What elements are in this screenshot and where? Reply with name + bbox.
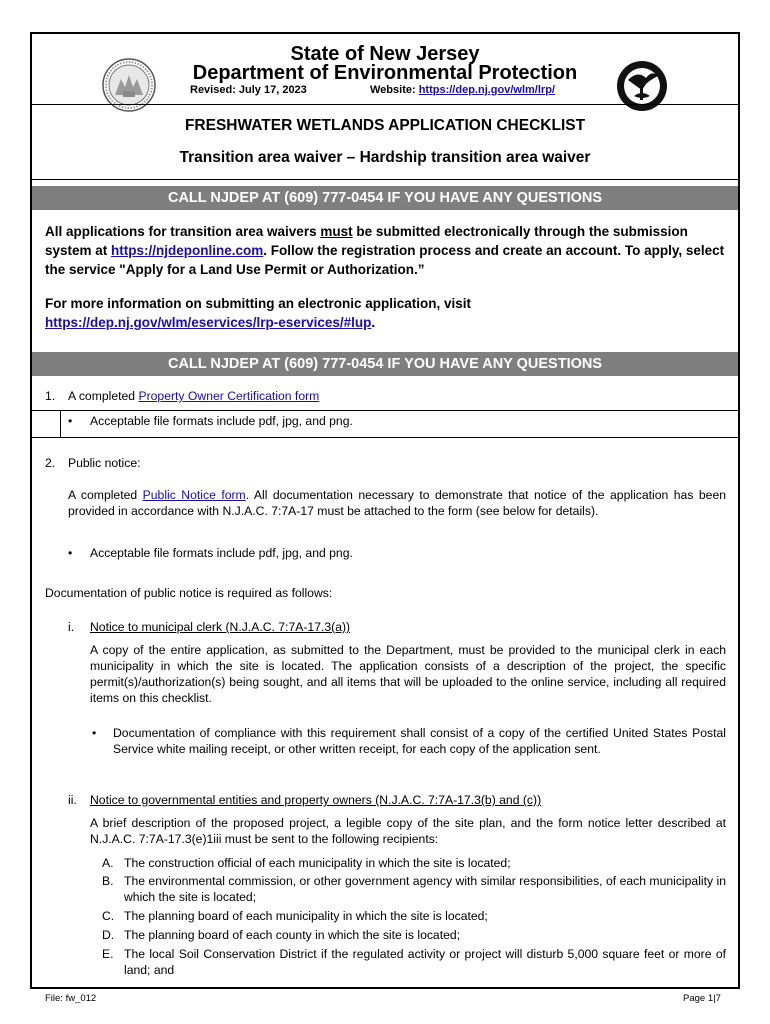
sub-ii-number: ii. bbox=[68, 793, 77, 807]
call-banner-checklist: CALL NJDEP AT (609) 777-0454 IF YOU HAVE ANY QUESTIONS bbox=[32, 352, 738, 376]
sub-i-bullet: Documentation of compliance with this requirement shall consist of a copy of the certified United States Postal Service white mailing receipt, or other written receipt, for each copy of the application sent. bbox=[113, 726, 726, 756]
item2-bullet: Acceptable file formats include pdf, jpg, and png. bbox=[90, 546, 353, 560]
state-title: State of New Jersey bbox=[290, 43, 480, 65]
website-label: Website: bbox=[370, 84, 416, 96]
header-divider bbox=[32, 104, 738, 105]
recipient-item: The planning board of each municipality in which the site is located; bbox=[124, 909, 488, 923]
website-line bbox=[370, 84, 555, 96]
recipient-letter: C. bbox=[102, 909, 115, 923]
sub-ii-heading: Notice to governmental entities and property owners (N.J.A.C. 7:7A-17.3(b) and (c)) bbox=[90, 793, 542, 807]
item1-bullet-dot: • bbox=[68, 414, 73, 428]
recipient-letter: B. bbox=[102, 874, 114, 888]
recipient-letter: A. bbox=[102, 856, 114, 870]
website-link[interactable]: https://dep.nj.gov/wlm/lrp/ bbox=[418, 84, 555, 96]
info-paragraph: For more information on submitting an electronic application, visit https://dep.nj.gov/wlm/eservices/lrp-eservices/#lup. bbox=[45, 296, 472, 330]
item2-label: Public notice: bbox=[68, 456, 141, 470]
must-emphasis: must bbox=[320, 224, 353, 239]
department-title: Department of Environmental Protection bbox=[192, 62, 578, 84]
sub-i-number: i. bbox=[68, 620, 75, 634]
recipient-letter: E. bbox=[102, 947, 114, 961]
owner-certification-link[interactable]: Property Owner Certification form bbox=[138, 389, 320, 403]
recipient-letter: D. bbox=[102, 928, 115, 942]
item2-bullet-dot: • bbox=[68, 546, 73, 560]
item2-number: 2. bbox=[45, 456, 56, 470]
form-subtitle: Transition area waiver – Hardship transition area waiver bbox=[179, 149, 591, 166]
recipient-item: The environmental commission, or other government agency with similar responsibilities, of each municipality in which the site is located; bbox=[124, 874, 726, 904]
item2-paragraph: A completed Public Notice form. All documentation necessary to demonstrate that notice of the application has been provided in accordance with N.J.A.C. 7:7A-17 must be attached to the form (see below for details). bbox=[68, 488, 726, 518]
njdeponline-link[interactable]: https://njdeponline.com bbox=[111, 243, 264, 258]
public-notice-link[interactable]: Public Notice form bbox=[142, 488, 246, 502]
footer-page: Page 1|7 bbox=[683, 993, 721, 1004]
item1-box-bottom bbox=[32, 437, 738, 438]
sub-i-heading: Notice to municipal clerk (N.J.A.C. 7:7A-17.3(a)) bbox=[90, 620, 351, 634]
sub-i-bullet-dot: • bbox=[92, 726, 97, 740]
sub-ii-paragraph: A brief description of the proposed project, a legible copy of the site plan, and the form notice letter described at N.J.A.C. 7:7A-17.3(e)1iii must be sent to the following recipients: bbox=[90, 816, 726, 846]
intro-paragraph: All applications for transition area waivers must be submitted electronically through the submission system at https://njdeponline.com. Follow the registration process and create an account. To apply, select the service "Apply for a Land Use Permit or Authorization.” bbox=[45, 224, 725, 277]
revised-date: Revised: July 17, 2023 bbox=[190, 84, 307, 96]
recipient-item: The planning board of each county in which the site is located; bbox=[124, 928, 461, 942]
recipient-item: The construction official of each municipality in which the site is located; bbox=[124, 856, 511, 870]
call-banner-top: CALL NJDEP AT (609) 777-0454 IF YOU HAVE ANY QUESTIONS bbox=[32, 186, 738, 210]
recipient-item: The local Soil Conservation District if the regulated activity or project will disturb 5,000 square feet or more of land; and bbox=[124, 947, 726, 977]
item1-text: A completed Property Owner Certification form bbox=[68, 389, 320, 403]
form-title: FRESHWATER WETLANDS APPLICATION CHECKLIST bbox=[184, 117, 586, 134]
eservices-link[interactable]: https://dep.nj.gov/wlm/eservices/lrp-eservices/#lup bbox=[45, 315, 372, 330]
footer-file: File: fw_012 bbox=[45, 993, 97, 1004]
item1-box-left bbox=[60, 410, 61, 437]
title-divider bbox=[32, 179, 738, 180]
item1-divider bbox=[32, 410, 738, 411]
documentation-intro: Documentation of public notice is required as follows: bbox=[45, 586, 333, 600]
item1-number: 1. bbox=[45, 389, 56, 403]
item1-bullet: Acceptable file formats include pdf, jpg, and png. bbox=[90, 414, 353, 428]
sub-i-paragraph: A copy of the entire application, as submitted to the Department, must be provided to the municipal clerk in each municipality in which the site is located. The application consists of a description of the project, the specific permit(s)/authorization(s) being sought, and all items that will be uploaded to the online service, including all required items on this checklist. bbox=[90, 643, 726, 705]
